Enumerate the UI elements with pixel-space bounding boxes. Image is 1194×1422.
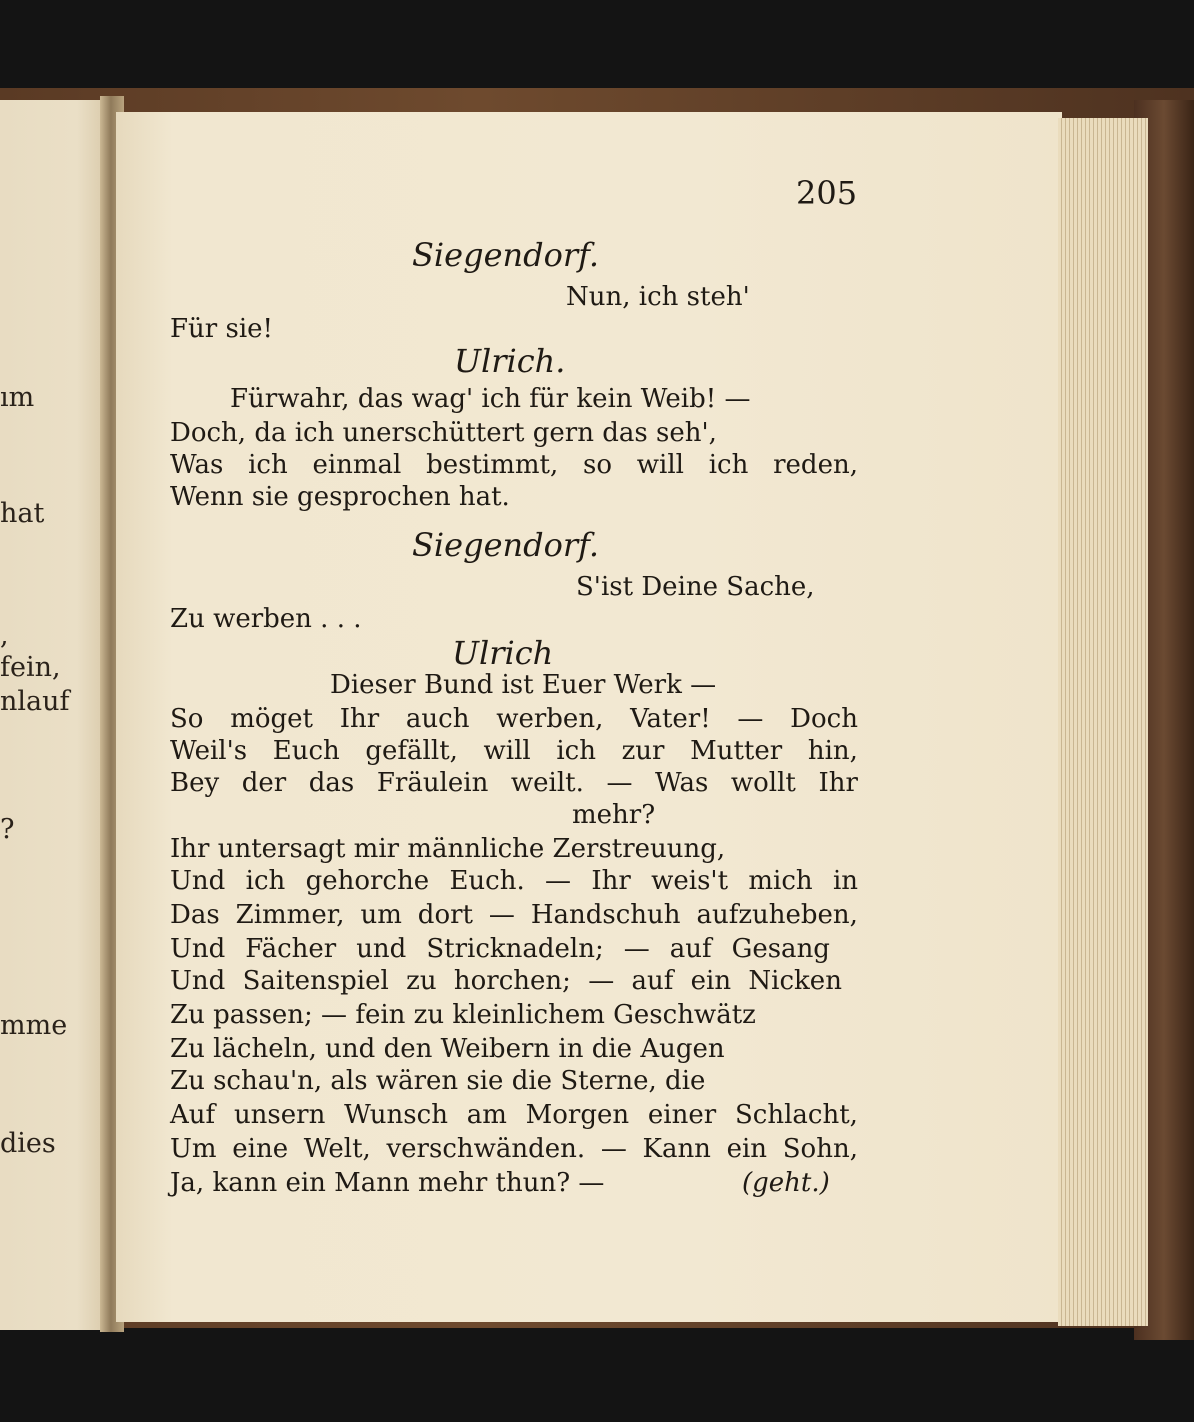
speaker-heading: Siegendorf. <box>412 236 600 274</box>
verse-word: am <box>466 1100 507 1130</box>
verse-word: ich <box>248 450 288 480</box>
verse-word: Vater! <box>630 704 711 734</box>
verse-word: — <box>545 866 572 896</box>
verse-word: wollt <box>730 768 796 798</box>
verse-word: Handschuh <box>530 900 681 930</box>
verse-line: Zu werben . . . <box>170 604 362 634</box>
verse-word: gefällt, <box>365 736 458 766</box>
verse-word: mich <box>748 866 813 896</box>
left-page-fragment: nlauf <box>0 686 70 717</box>
verse-word: Ihr <box>591 866 631 896</box>
verse-line <box>170 704 858 734</box>
verse-word: werben, <box>496 704 604 734</box>
verse-word: Euch <box>272 736 340 766</box>
verse-word: Welt, <box>303 1134 371 1164</box>
verse-word: Sohn, <box>782 1134 858 1164</box>
verse-line <box>170 450 858 480</box>
verse-word: gehorche <box>305 866 430 896</box>
verse-word: ich <box>245 866 286 896</box>
verse-word: Stricknadeln; <box>426 934 604 964</box>
verse-word: Und <box>170 966 226 996</box>
verse-word: — <box>600 1134 627 1164</box>
verse-line <box>170 1134 858 1164</box>
verse-word: das <box>308 768 355 798</box>
verse-word: Was <box>655 768 709 798</box>
verse-line <box>170 966 842 996</box>
verse-word: Das <box>170 900 220 930</box>
verse-word: unsern <box>233 1100 326 1130</box>
verse-line: Zu lächeln, und den Weibern in die Augen <box>170 1034 725 1064</box>
verse-line <box>170 768 858 798</box>
verse-word: der <box>241 768 287 798</box>
verse-word: hin, <box>807 736 858 766</box>
verse-word: in <box>832 866 858 896</box>
verse-word: verschwänden. <box>386 1134 586 1164</box>
verse-word: Um <box>170 1134 217 1164</box>
left-page-fragment: mme <box>0 1010 68 1041</box>
left-page-fragment: , <box>0 620 9 651</box>
page-number: 205 <box>796 174 858 212</box>
verse-word: auch <box>405 704 470 734</box>
speaker-heading: Ulrich <box>452 634 554 672</box>
verse-word: eine <box>232 1134 289 1164</box>
verse-word: — <box>488 900 515 930</box>
left-page-fragment: ? <box>0 814 15 845</box>
verse-line: Fürwahr, das wag' ich für kein Weib! — <box>230 384 751 414</box>
verse-line: Doch, da ich unerschüttert gern das seh', <box>170 418 717 448</box>
verse-word: Kann <box>642 1134 711 1164</box>
verse-line: mehr? <box>572 800 656 830</box>
verse-word: ein <box>726 1134 768 1164</box>
verse-word: Gesang <box>731 934 830 964</box>
verse-word: aufzuheben, <box>696 900 858 930</box>
verse-word: Ihr <box>339 704 380 734</box>
verse-line <box>170 736 858 766</box>
verse-line: S'ist Deine Sache, <box>576 572 815 602</box>
verse-line <box>170 866 858 896</box>
verse-word: Morgen <box>525 1100 630 1130</box>
verse-word: auf <box>669 934 712 964</box>
speaker-heading: Siegendorf. <box>412 526 600 564</box>
verse-word: dort <box>417 900 473 930</box>
verse-word: Auf <box>170 1100 216 1130</box>
left-page-fragment: dies <box>0 1128 56 1159</box>
verse-line: Ja, kann ein Mann mehr thun? — <box>170 1168 605 1198</box>
page-edges <box>1058 118 1148 1326</box>
verse-word: Fächer <box>245 934 337 964</box>
verse-line: Dieser Bund ist Euer Werk — <box>330 670 717 700</box>
verse-word: auf <box>631 966 674 996</box>
verse-word: ich <box>708 450 749 480</box>
verse-word: Mutter <box>690 736 783 766</box>
verse-word: — <box>737 704 764 734</box>
verse-word: um <box>360 900 402 930</box>
verse-word: Fräulein <box>376 768 489 798</box>
verse-word: und <box>356 934 407 964</box>
verse-line: Für sie! <box>170 314 273 344</box>
verse-word: — <box>588 966 615 996</box>
verse-word: so <box>583 450 613 480</box>
verse-word: bestimmt, <box>426 450 559 480</box>
verse-word: zur <box>621 736 665 766</box>
left-page-fragment: ım <box>0 382 35 413</box>
verse-word: zu <box>406 966 437 996</box>
verse-word: Euch. <box>449 866 525 896</box>
verse-word: will <box>636 450 684 480</box>
left-page-fragment: hat <box>0 498 45 529</box>
verse-line: Nun, ich steh' <box>566 282 750 312</box>
verse-word: horchen; <box>453 966 571 996</box>
verse-word: So <box>170 704 204 734</box>
verse-word: Wunsch <box>344 1100 448 1130</box>
verse-word: Und <box>170 934 226 964</box>
verse-word: will <box>483 736 531 766</box>
verse-line: Ihr untersagt mir männliche Zerstreuung, <box>170 834 726 864</box>
verse-word: Bey <box>170 768 220 798</box>
verse-word: Doch <box>790 704 858 734</box>
verse-word: reden, <box>773 450 858 480</box>
verse-word: Schlacht, <box>734 1100 858 1130</box>
verse-line <box>170 934 830 964</box>
verse-word: möget <box>230 704 313 734</box>
verse-line <box>170 1100 858 1130</box>
stage-direction: (geht.) <box>742 1168 830 1198</box>
speaker-heading: Ulrich. <box>454 342 566 380</box>
verse-word: Saitenspiel <box>242 966 389 996</box>
verse-line: Zu passen; — fein zu kleinlichem Geschwätz <box>170 1000 756 1030</box>
verse-word: weis't <box>651 866 729 896</box>
verse-word: einer <box>647 1100 717 1130</box>
verse-word: — <box>606 768 633 798</box>
verse-word: — <box>623 934 650 964</box>
verse-word: ein <box>690 966 732 996</box>
verse-word: einmal <box>312 450 402 480</box>
verse-word: Ihr <box>818 768 858 798</box>
left-page <box>0 100 110 1330</box>
verse-line <box>170 900 858 930</box>
verse-word: Nicken <box>748 966 842 996</box>
verse-word: Was <box>170 450 224 480</box>
verse-line: Zu schau'n, als wären sie die Sterne, die <box>170 1066 706 1096</box>
verse-word: weilt. <box>510 768 584 798</box>
left-page-fragment: fein, <box>0 652 61 683</box>
verse-word: ich <box>556 736 596 766</box>
verse-word: Weil's <box>170 736 248 766</box>
verse-word: Zimmer, <box>235 900 345 930</box>
verse-line: Wenn sie gesprochen hat. <box>170 482 510 512</box>
verse-word: Und <box>170 866 226 896</box>
